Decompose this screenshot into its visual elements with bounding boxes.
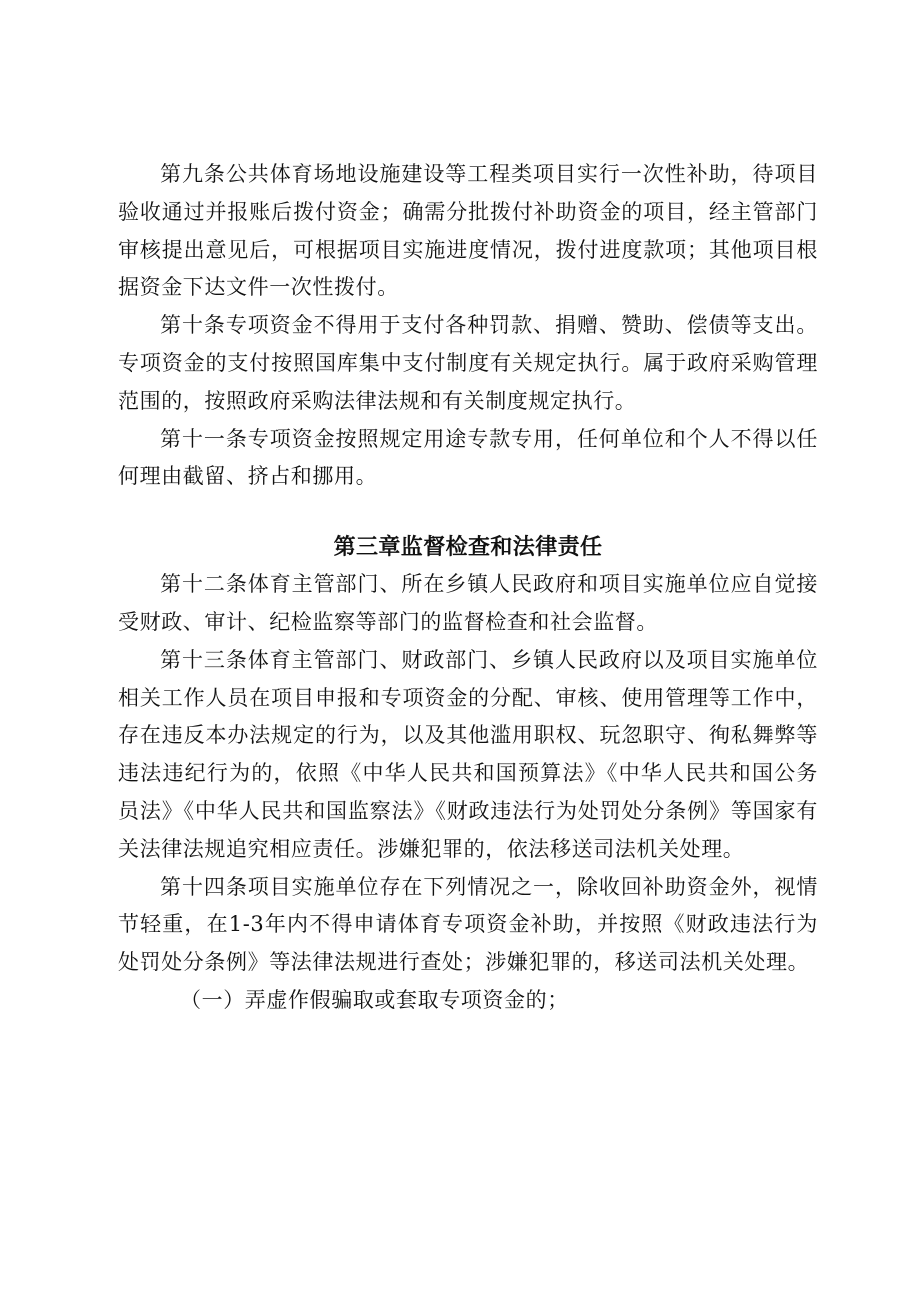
article-9-paragraph: 第九条公共体育场地设施建设等工程类项目实行一次性补助，待项目验收通过并报账后拨付资金；确需分批拨付补助资金的项目，经主管部门审核提出意见后，可根据项目实施进度情况，拨付进度款项；其他项目根据资金下达文件一次性拨付。 xyxy=(118,162,818,300)
document-body xyxy=(118,156,818,1020)
article-10-paragraph: 第十条专项资金不得用于支付各种罚款、捐赠、赞助、偿债等支出。专项资金的支付按照国库集中支付制度有关规定执行。属于政府采购管理范围的，按照政府采购法律法规和有关制度规定执行。 xyxy=(118,313,818,413)
list-item: （一）弄虚作假骗取或套取专项资金的； xyxy=(180,987,569,1012)
article-12-paragraph: 第十二条体育主管部门、所在乡镇人民政府和项目实施单位应自觉接受财政、审计、纪检监察等部门的监督检查和社会监督。 xyxy=(118,572,818,634)
chapter-heading: 第三章监督检查和法律责任 xyxy=(333,535,603,561)
article-13-paragraph: 第十三条体育主管部门、财政部门、乡镇人民政府以及项目实施单位相关工作人员在项目申报和专项资金的分配、审核、使用管理等工作中，存在违反本办法规定的行为，以及其他滥用职权、玩忽职守、徇私舞弊等违法违纪行为的，依照《中华人民共和国预算法》《中华人民共和国公务员法》《中华人民共和国监察法》《财政违法行为处罚处分条例》等国家有关法律法规追究相应责任。涉嫌犯罪的，依法移送司法机关处理。 xyxy=(118,647,818,861)
article-14-paragraph: 第十四条项目实施单位存在下列情况之一，除收回补助资金外，视情节轻重，在1-3年内不得申请体育专项资金补助，并按照《财政违法行为处罚处分条例》等法律法规进行查处；涉嫌犯罪的，移送司法机关处理。 xyxy=(118,874,818,975)
article-11-paragraph: 第十一条专项资金按照规定用途专款专用，任何单位和个人不得以任何理由截留、挤占和挪用。 xyxy=(118,426,818,489)
